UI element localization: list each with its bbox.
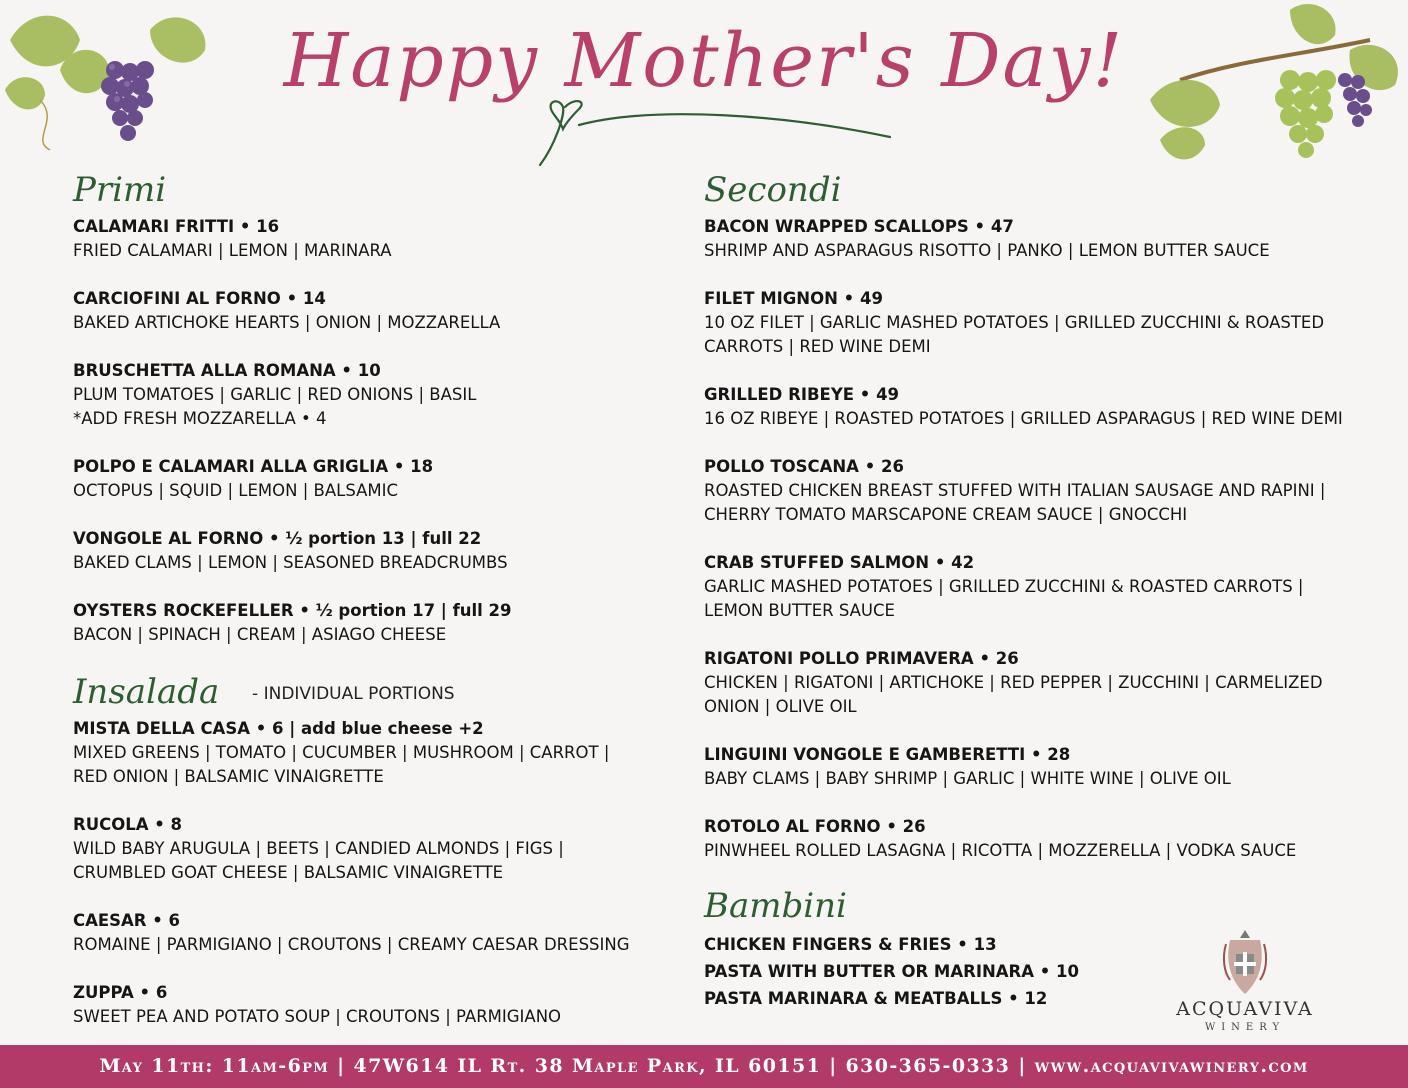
menu-item-description [704,239,1384,263]
menu-item-description-line: 16 OZ RIBEYE | ROASTED POTATOES | GRILLED ASPARAGUS | RED WINE DEMI [704,409,1343,428]
menu-item-description [73,623,673,647]
menu-item-description-line: BAKED ARTICHOKE HEARTS | ONION | MOZZARELLA [73,313,501,332]
menu-item-description-line: CHICKEN | RIGATONI | ARTICHOKE | RED PEPPER | ZUCCHINI | CARMELIZED [704,673,1323,692]
left-column [73,165,673,1053]
menu-item [73,359,673,431]
menu-item [73,813,673,885]
menu-item-name: ROTOLO AL FORNO • 26 [704,817,926,836]
menu-item-description-line: SHRIMP AND ASPARAGUS RISOTTO | PANKO | LEMON BUTTER SAUCE [704,241,1270,260]
menu-item-name: OYSTERS ROCKEFELLER • ½ portion 17 | full 29 [73,601,512,620]
menu-item [73,981,673,1029]
menu-item-description-line: BACON | SPINACH | CREAM | ASIAGO CHEESE [73,625,447,644]
menu-item-description-line: PLUM TOMATOES | GARLIC | RED ONIONS | BASIL [73,385,477,404]
section-title-insalada: Insalada [73,672,220,712]
menu-item [704,551,1384,623]
menu-item-name: ZUPPA • 6 [73,983,168,1002]
footer-bar [0,1045,1408,1088]
winery-crest-icon [1218,928,1272,998]
menu-item [73,287,673,335]
menu-item [704,383,1384,431]
insalada-list [73,717,673,1029]
menu-item [73,599,673,647]
menu-item [73,455,673,503]
menu-item-description [73,311,673,335]
menu-item [704,215,1384,263]
section-title-primi: Primi [73,170,167,210]
menu-item-description-line: BABY CLAMS | BABY SHRIMP | GARLIC | WHITE WINE | OLIVE OIL [704,769,1231,788]
footer-info: May 11th: 11am-6pm | 47W614 IL Rt. 38 Maple Park, IL 60151 | 630-365-0333 | www.acquavivawinery.com [99,1055,1309,1077]
menu-item-name: POLPO E CALAMARI ALLA GRIGLIA • 18 [73,457,434,476]
menu-item-name: FILET MIGNON • 49 [704,289,883,308]
menu-item-description [704,671,1384,719]
menu-item-name: VONGOLE AL FORNO • ½ portion 13 | full 22 [73,529,482,548]
menu-item-description-line: SWEET PEA AND POTATO SOUP | CROUTONS | PARMIGIANO [73,1007,562,1026]
menu-item-description-line: CRUMBLED GOAT CHEESE | BALSAMIC VINAIGRETTE [73,863,504,882]
secondi-list [704,215,1384,863]
menu-item-name: RIGATONI POLLO PRIMAVERA • 26 [704,649,1019,668]
section-title-bambini: Bambini [704,886,847,926]
menu-item-name: CALAMARI FRITTI • 16 [73,217,280,236]
menu-item-name: CRAB STUFFED SALMON • 42 [704,553,975,572]
menu-item-description-line: *ADD FRESH MOZZARELLA • 4 [73,409,327,428]
menu-item [704,647,1384,719]
menu-item-name: CAESAR • 6 [73,911,181,930]
menu-item-description-line: ROMAINE | PARMIGIANO | CROUTONS | CREAMY CAESAR DRESSING [73,935,630,954]
menu-item-description-line: CHERRY TOMATO MARSCAPONE CREAM SAUCE | GNOCCHI [704,505,1188,524]
menu-item [73,527,673,575]
menu-item-description [73,383,673,431]
menu-item-description-line: OCTOPUS | SQUID | LEMON | BALSAMIC [73,481,399,500]
insalada-note: - INDIVIDUAL PORTIONS [252,684,455,704]
menu-item-description-line: LEMON BUTTER SAUCE [704,601,895,620]
menu-item-name: BACON WRAPPED SCALLOPS • 47 [704,217,1014,236]
menu-item-name: LINGUINI VONGOLE E GAMBERETTI • 28 [704,745,1071,764]
menu-item-description-line: ROASTED CHICKEN BREAST STUFFED WITH ITALIAN SAUSAGE AND RAPINI | [704,481,1326,500]
menu-item-name: RUCOLA • 8 [73,815,183,834]
menu-item-description-line: WILD BABY ARUGULA | BEETS | CANDIED ALMONDS | FIGS | [73,839,564,858]
menu-item-name: GRILLED RIBEYE • 49 [704,385,900,404]
primi-list [73,215,673,647]
right-column [704,165,1384,1012]
kids-menu-item: PASTA MARINARA & MEATBALLS • 12 [704,989,1048,1008]
menu-item-description [73,933,673,957]
menu-item-description [73,239,673,263]
menu-item-description [73,837,673,885]
section-title-secondi: Secondi [704,170,842,210]
page-title: Happy Mother's Day! [283,18,1125,104]
winery-logo [1160,928,1330,1038]
menu-item [704,455,1384,527]
kids-menu-item: CHICKEN FINGERS & FRIES • 13 [704,935,997,954]
menu-item-description-line: GARLIC MASHED POTATOES | GRILLED ZUCCHINI & ROASTED CARROTS | [704,577,1304,596]
menu-item-description-line: FRIED CALAMARI | LEMON | MARINARA [73,241,392,260]
menu-item-description-line: RED ONION | BALSAMIC VINAIGRETTE [73,767,384,786]
heart-swash-icon [535,95,895,170]
menu-item-description [704,575,1384,623]
menu-item-description [704,767,1384,791]
menu-item [73,717,673,789]
menu-item-description-line: MIXED GREENS | TOMATO | CUCUMBER | MUSHROOM | CARROT | [73,743,610,762]
menu-item-name: CARCIOFINI AL FORNO • 14 [73,289,326,308]
menu-item-description [73,479,673,503]
section-header-insalada [73,667,673,717]
menu-item [704,815,1384,863]
menu-item-description-line: 10 OZ FILET | GARLIC MASHED POTATOES | GRILLED ZUCCHINI & ROASTED [704,313,1325,332]
menu-item-description [704,839,1384,863]
menu-item-description-line: CARROTS | RED WINE DEMI [704,337,931,356]
menu-item-description [73,551,673,575]
menu-item-name: MISTA DELLA CASA • 6 | add blue cheese +2 [73,719,484,738]
menu-item-description-line: BAKED CLAMS | LEMON | SEASONED BREADCRUMBS [73,553,508,572]
menu-item-description [73,1005,673,1029]
menu-item [73,215,673,263]
menu-item [704,743,1384,791]
kids-menu-item: PASTA WITH BUTTER OR MARINARA • 10 [704,962,1080,981]
menu-item-description-line: PINWHEEL ROLLED LASAGNA | RICOTTA | MOZZERELLA | VODKA SAUCE [704,841,1297,860]
winery-subtitle: WINERY [1204,1022,1286,1033]
menu-item-description [704,479,1384,527]
menu-item-name: BRUSCHETTA ALLA ROMANA • 10 [73,361,381,380]
menu-item [73,909,673,957]
menu-item-description [73,741,673,789]
menu-item-description [704,311,1384,359]
menu-item-name: POLLO TOSCANA • 26 [704,457,904,476]
menu-item-description-line: ONION | OLIVE OIL [704,697,857,716]
winery-name: ACQUAVIVA [1176,998,1314,1020]
menu-item-description [704,407,1384,431]
menu-item [704,287,1384,359]
